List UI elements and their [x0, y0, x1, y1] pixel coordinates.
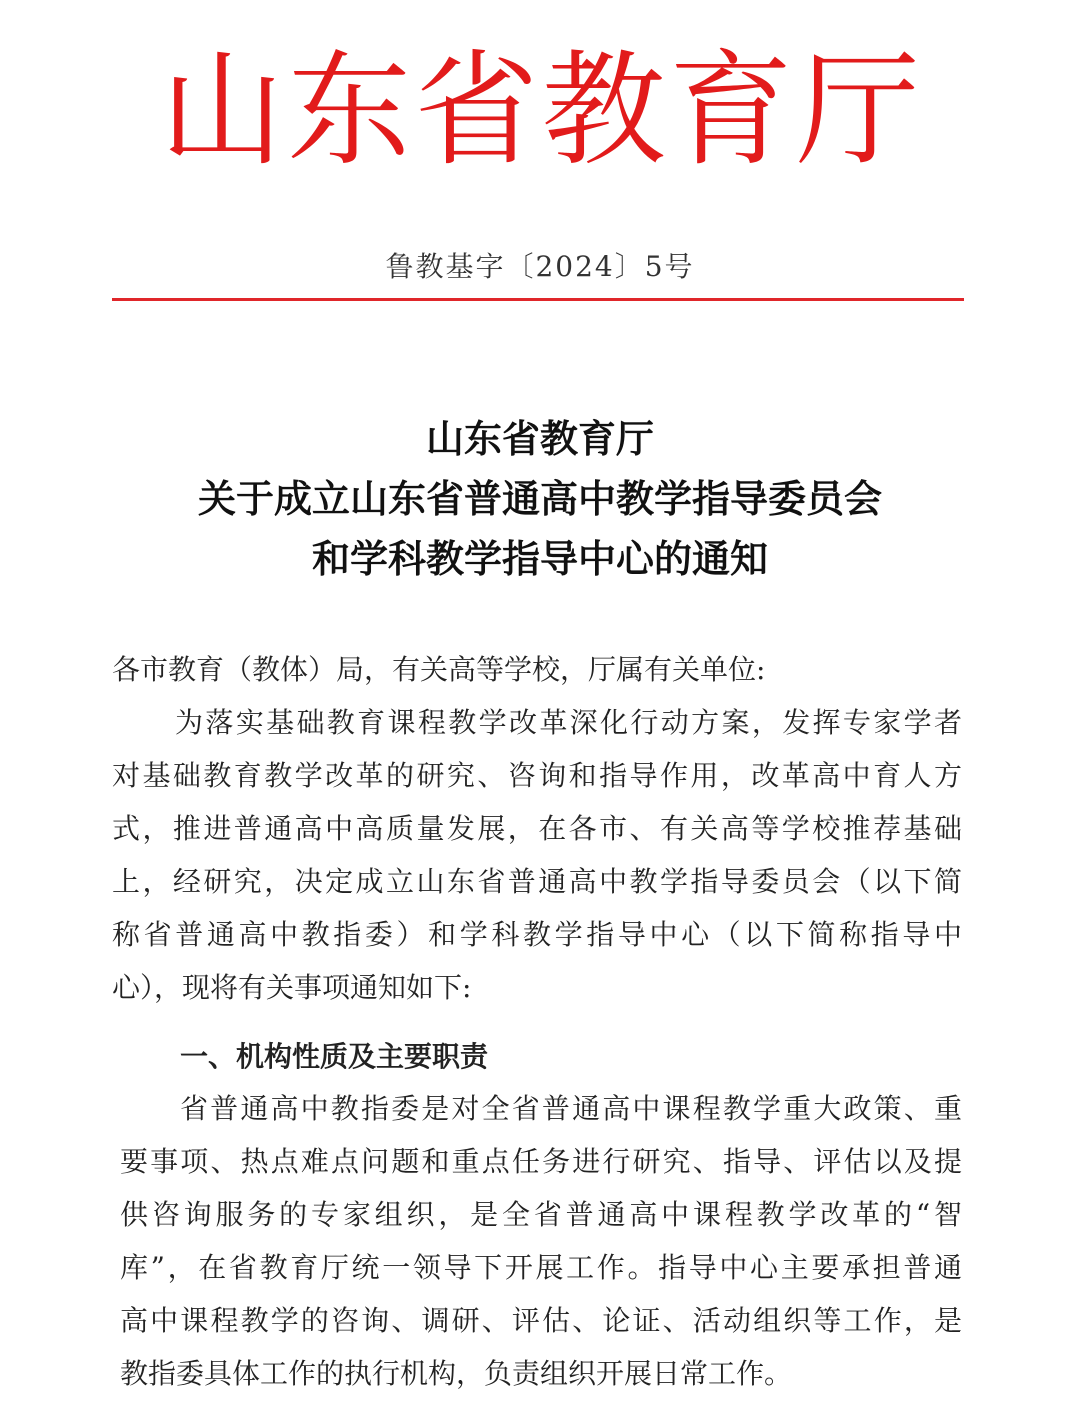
paragraph-line: 对基础教育教学改革的研究、咨询和指导作用，改革高中育人方 [112, 759, 962, 792]
paragraph-line: 上，经研究，决定成立山东省普通高中教学指导委员会（以下简 [112, 865, 962, 898]
paragraph-line: 供咨询服务的专家组织，是全省普通高中课程教学改革的“智 [120, 1198, 962, 1231]
masthead-char: 山 [160, 39, 285, 183]
title-line: 和学科教学指导中心的通知 [311, 536, 768, 581]
paragraph-line: 心），现将有关事项通知如下: [112, 971, 472, 1004]
title-line: 关于成立山东省普通高中教学指导委员会 [197, 476, 882, 521]
masthead-char: 教 [541, 39, 666, 183]
paragraph-line: 高中课程教学的咨询、调研、评估、论证、活动组织等工作，是 [120, 1304, 962, 1337]
salutation: 各市教育（教体）局，有关高等学校，厅属有关单位: [112, 653, 766, 686]
masthead-char: 省 [414, 39, 539, 183]
paragraph-line: 要事项、热点难点问题和重点任务进行研究、指导、评估以及提 [120, 1145, 962, 1178]
section-heading: 一、机构性质及主要职责 [180, 1040, 489, 1073]
masthead-char: 东 [287, 39, 412, 183]
paragraph-line: 库”，在省教育厅统一领导下开展工作。指导中心主要承担普通 [120, 1251, 962, 1284]
masthead [160, 30, 920, 183]
paragraph-line: 称省普通高中教指委）和学科教学指导中心（以下简称指导中 [112, 918, 962, 951]
paragraph-line: 为落实基础教育课程教学改革深化行动方案，发挥专家学者 [175, 706, 962, 739]
red-divider [112, 298, 964, 301]
title-line: 山东省教育厅 [425, 416, 654, 461]
paragraph-line: 省普通高中教指委是对全省普通高中课程教学重大政策、重 [180, 1092, 962, 1125]
masthead-char: 育 [668, 39, 793, 183]
document-number: 鲁教基字〔2024〕5号 [385, 250, 695, 283]
masthead-char: 厅 [795, 39, 920, 183]
paragraph-line: 式，推进普通高中高质量发展，在各市、有关高等学校推荐基础 [112, 812, 962, 845]
paragraph-line: 教指委具体工作的执行机构，负责组织开展日常工作。 [120, 1357, 793, 1390]
